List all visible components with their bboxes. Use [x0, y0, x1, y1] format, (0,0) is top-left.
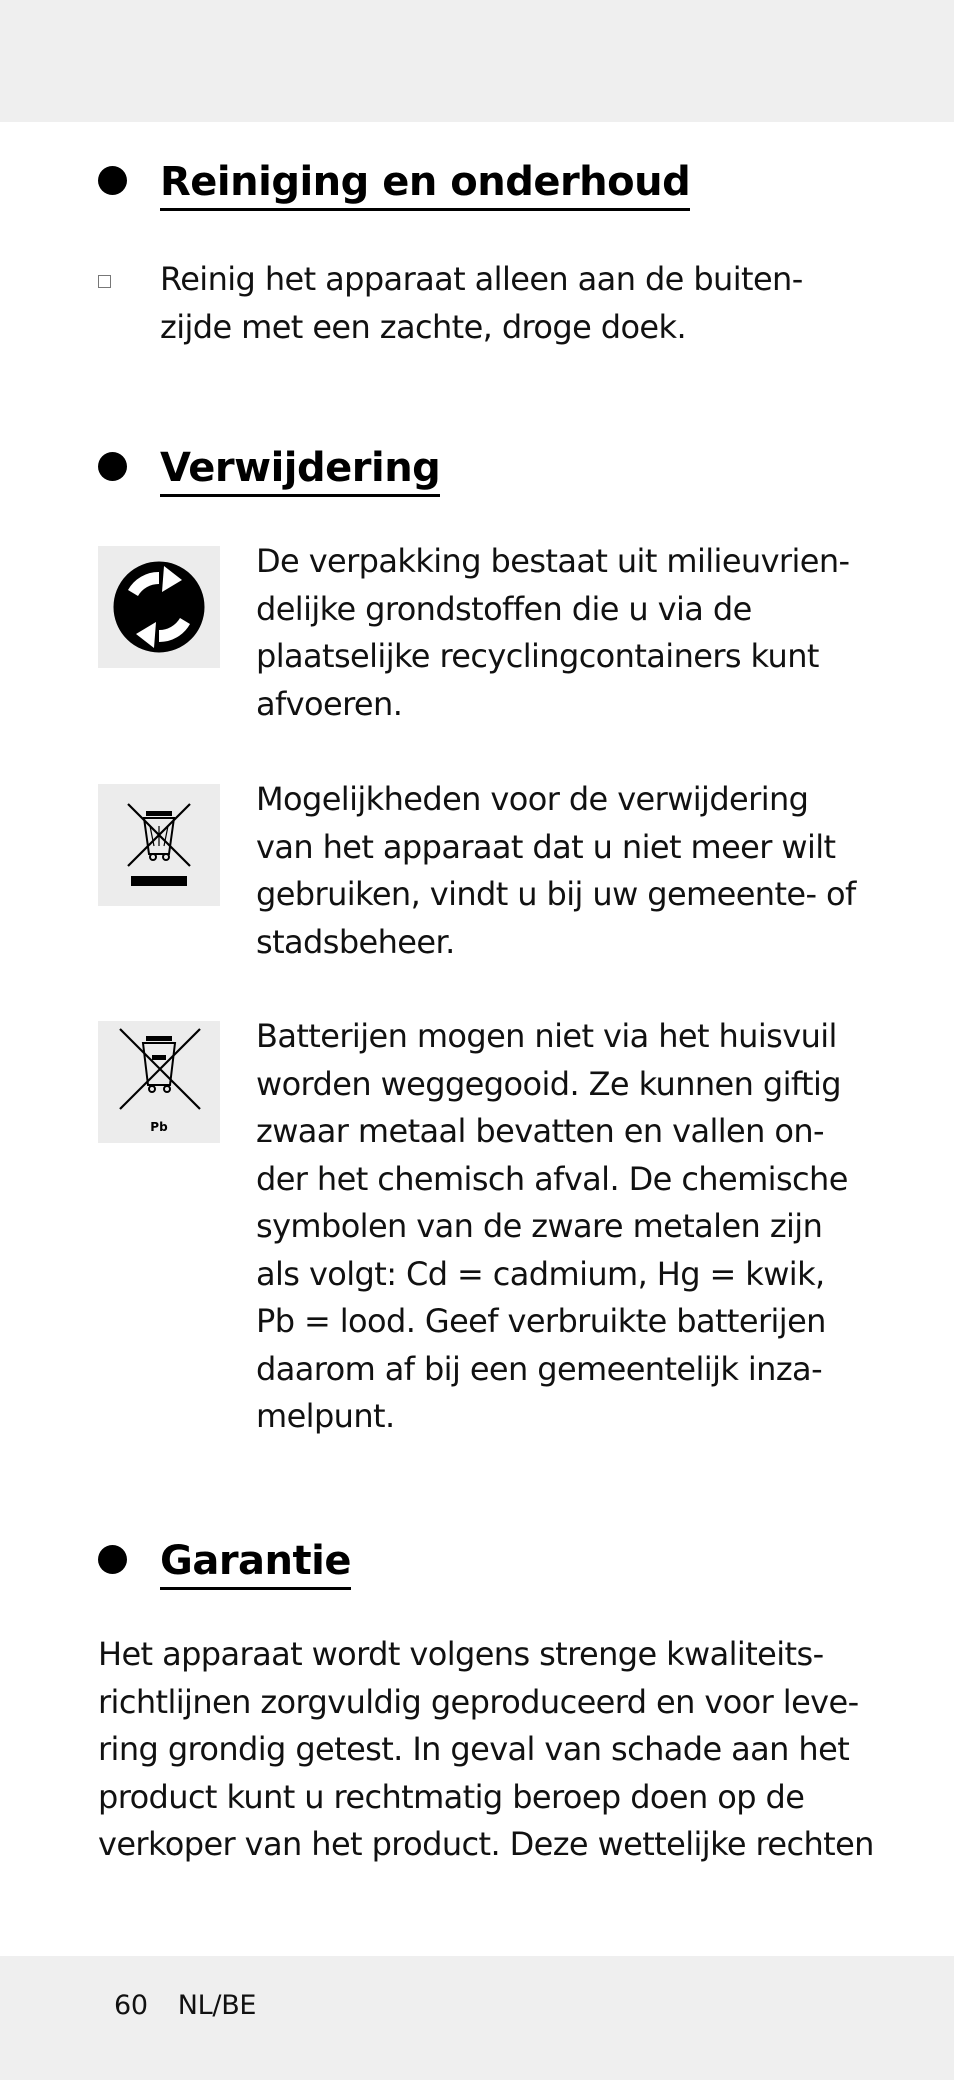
heading-cleaning — [98, 150, 690, 210]
text-line: symbolen van de zware metalen zijn — [256, 1207, 823, 1245]
bullet-dot-icon — [98, 452, 127, 481]
text-line: Mogelijkheden voor de verwijdering — [256, 780, 809, 818]
text-line: melpunt. — [256, 1397, 395, 1435]
heading-cleaning-title: Reiniging en onderhoud — [160, 159, 691, 205]
text-line: als volgt: Cd = cadmium, Hg = kwik, — [256, 1254, 825, 1293]
heading-disposal — [98, 436, 440, 496]
page-number: 60 — [114, 1990, 148, 2021]
checkbox-icon — [98, 275, 111, 288]
bullet-dot-icon — [98, 1545, 127, 1574]
text-line: afvoeren. — [256, 684, 403, 723]
text-line: worden weggegooid. Ze kunnen giftig — [256, 1064, 841, 1103]
heading-underline — [160, 494, 440, 497]
pb-label: Pb — [150, 1120, 168, 1134]
text-line: verkoper van het product. Deze wettelijke rechten — [98, 1825, 874, 1863]
text-line: van het apparaat dat u niet meer wilt — [256, 827, 836, 866]
locale-label: NL/BE — [177, 1990, 257, 2021]
text-line: Pb = lood. Geef verbruikte batterijen — [256, 1302, 826, 1340]
text-line: stadsbeheer. — [256, 922, 455, 961]
header-band — [0, 0, 954, 122]
green-dot-recycling-icon — [98, 546, 220, 668]
text-line: daarom af bij een gemeentelijk inza- — [256, 1349, 823, 1388]
crossed-out-wheelie-bin-icon — [98, 784, 220, 906]
heading-warranty — [98, 1529, 351, 1589]
text-line: De verpakking bestaat uit milieuvrien- — [256, 542, 850, 580]
heading-underline — [160, 1587, 351, 1590]
text-line: Reinig het apparaat alleen aan de buiten- — [160, 260, 803, 298]
text-line: gebruiken, vindt u bij uw gemeente- of — [256, 875, 856, 913]
footer — [114, 1990, 286, 2021]
bullet-dot-icon — [98, 166, 127, 195]
cleaning-text — [160, 256, 803, 351]
text-line: zijde met een zachte, droge doek. — [160, 307, 687, 346]
packaging-text — [256, 538, 849, 728]
text-line: product kunt u rechtmatig beroep doen op de — [98, 1777, 805, 1816]
text-line: ring grondig getest. In geval van schade aan het — [98, 1730, 850, 1768]
heading-underline — [160, 208, 690, 211]
text-line: plaatselijke recyclingcontainers kunt — [256, 637, 819, 675]
batteries-text — [256, 1013, 848, 1441]
text-line: der het chemisch afval. De chemische — [256, 1159, 848, 1198]
text-line: richtlijnen zorgvuldig geproduceerd en voor leve- — [98, 1682, 859, 1721]
text-line: zwaar metaal bevatten en vallen on- — [256, 1112, 825, 1150]
text-line: Het apparaat wordt volgens strenge kwaliteits- — [98, 1635, 824, 1673]
text-line: delijke grondstoffen die u via de — [256, 589, 752, 628]
device-text — [256, 776, 856, 966]
text-line: Batterijen mogen niet via het huisvuil — [256, 1017, 837, 1055]
battery-disposal-pb-icon — [98, 1021, 220, 1143]
warranty-text — [98, 1631, 874, 1869]
heading-disposal-title: Verwijdering — [160, 445, 441, 491]
heading-warranty-title: Garantie — [160, 1538, 351, 1584]
